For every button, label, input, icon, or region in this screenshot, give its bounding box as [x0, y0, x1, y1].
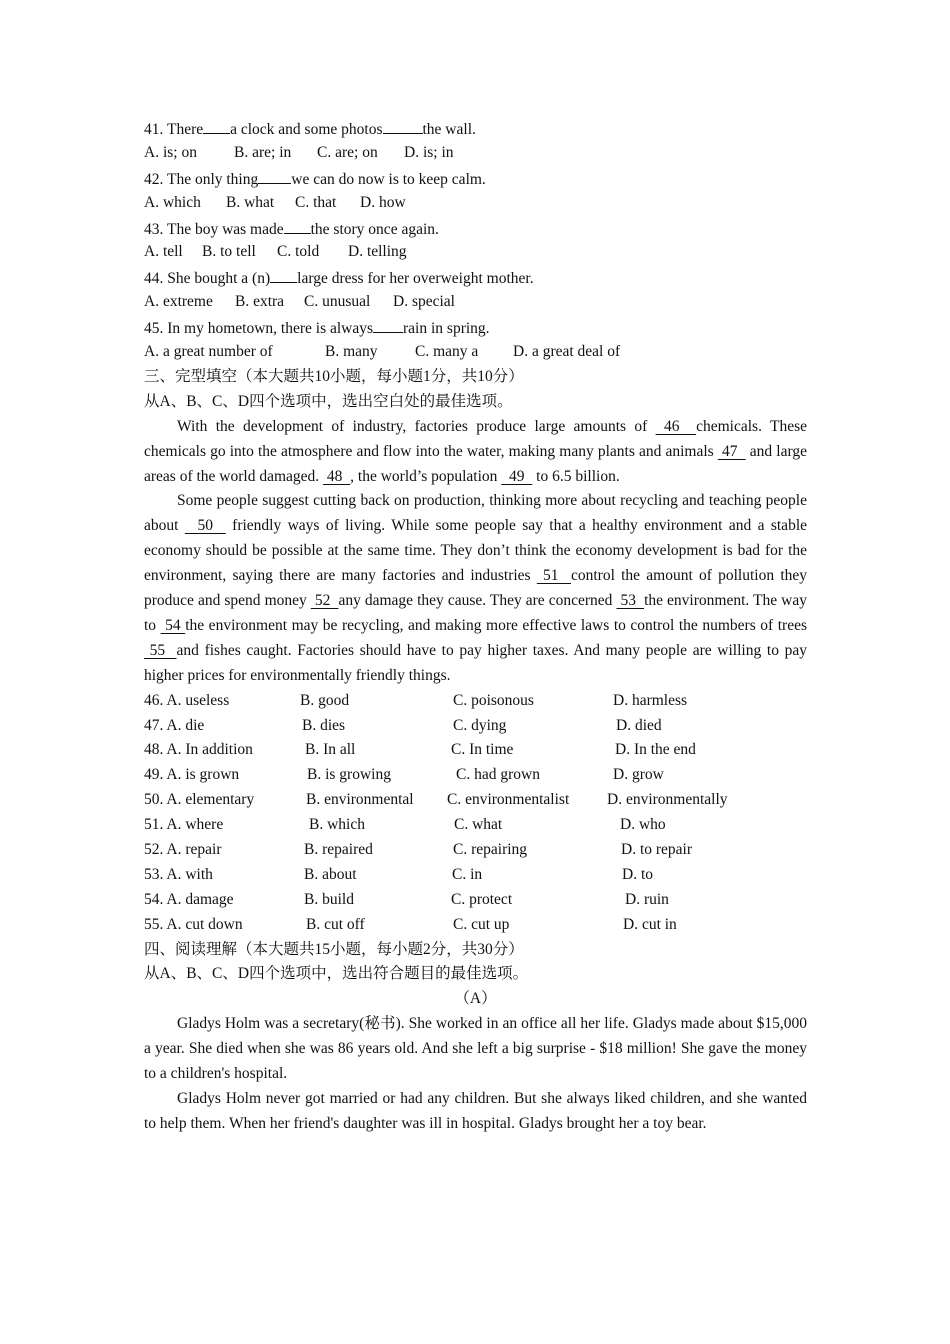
option-d: D. is; in [404, 143, 454, 161]
cloze-options-47 [144, 714, 807, 739]
question-text: 45. In my hometown, there is always [144, 320, 374, 338]
option-a: 54. A. damage [144, 890, 234, 908]
cloze-options-54 [144, 888, 807, 913]
question-text: large dress for her overweight mother. [297, 270, 534, 288]
option-b: B. about [304, 865, 357, 883]
paragraph-text: , the world’s population [350, 467, 502, 485]
option-c: C. In time [451, 741, 514, 759]
cloze-options-52 [144, 838, 807, 863]
cloze-options-49 [144, 763, 807, 788]
options-44 [144, 290, 807, 315]
blank-51: 51 [536, 567, 571, 585]
section-heading-cloze: 三、完型填空（本大题共10小题，每小题1分，共10分） [144, 367, 524, 385]
option-c: C. are; on [317, 143, 378, 161]
cloze-paragraph-1 [144, 415, 807, 490]
option-d: D. cut in [623, 915, 677, 933]
answer-blank [284, 216, 311, 234]
option-b: B. are; in [234, 143, 292, 161]
question-text: the wall. [422, 121, 476, 138]
options-43 [144, 240, 807, 265]
question-44 [144, 265, 807, 290]
option-d: D. ruin [625, 890, 669, 908]
option-b: B. environmental [306, 791, 414, 809]
option-b: B. repaired [304, 841, 373, 858]
section-instruction-reading: 从A、B、C、D四个选项中，选出符合题目的最佳选项。 [144, 965, 529, 983]
answer-blank [383, 116, 423, 134]
question-45 [144, 315, 807, 340]
reading-paragraph-2: Gladys Holm never got married or had any children. But she always liked children, and she wanted to help them. When her friend's daughter was ill in hospital. Gladys brought her a toy bear. [144, 1089, 807, 1132]
option-d: D. died [616, 716, 662, 734]
option-b: B. cut off [306, 915, 365, 933]
paragraph-text: friendly ways of living. While some people say that a healthy environment and a stable economy should be possible at the same time. They don’t think the economy development is bad for the environment, saying there are many factories and industries [144, 517, 808, 585]
option-a: 46. A. useless [144, 691, 230, 709]
exam-page [144, 116, 807, 1137]
option-c: C. that [295, 193, 337, 211]
options-41 [144, 141, 807, 166]
question-text: the story once again. [310, 220, 439, 238]
blank-54: 54 [160, 616, 186, 634]
paragraph-text: Some people suggest cutting back on production, thinking more about recycling and teaching people about [144, 492, 807, 535]
blank-52: 52 [310, 592, 339, 610]
cloze-options-48 [144, 738, 807, 763]
option-a: 55. A. cut down [144, 915, 243, 933]
cloze-options-53 [144, 863, 807, 888]
option-c: C. cut up [453, 915, 510, 933]
question-text: 42. The only thing [144, 170, 259, 188]
blank-53: 53 [616, 592, 645, 610]
option-c: C. many a [415, 343, 479, 361]
question-text: 41. There [144, 121, 204, 138]
answer-blank [373, 315, 403, 333]
option-c: C. what [454, 816, 503, 834]
option-a: 50. A. elementary [144, 791, 255, 809]
question-43 [144, 216, 807, 241]
option-c: C. repairing [453, 841, 528, 858]
passage-label: （A） [454, 990, 497, 1008]
cloze-options-51 [144, 813, 807, 838]
options-45 [144, 340, 807, 365]
section-heading-reading: 四、阅读理解（本大题共15小题，每小题2分，共30分） [144, 940, 524, 958]
option-a: A. tell [144, 243, 183, 261]
option-d: D. to [622, 865, 653, 883]
option-a: A. extreme [144, 293, 213, 311]
section-instruction-cloze: 从A、B、C、D四个选项中，选出空白处的最佳选项。 [144, 392, 513, 410]
paragraph-text: any damage they cause. They are concerned [338, 592, 617, 610]
reading-paragraph-1: Gladys Holm was a secretary(秘书). She worked in an office all her life. Gladys made about $15,000 a year. She died when she was 86 years old. And she left a big surprise - $18 million! She gave the money to a children's hospital. [144, 1015, 807, 1083]
paragraph-text: and large areas of the world damaged. [144, 442, 808, 485]
option-b: B. which [309, 816, 365, 834]
answer-blank [258, 166, 291, 184]
option-c: C. protect [451, 890, 513, 908]
cloze-options-55 [144, 913, 807, 938]
option-b: B. is growing [307, 766, 391, 784]
option-a: 48. A. In addition [144, 741, 253, 759]
option-c: C. had grown [456, 766, 540, 784]
paragraph-text: and fishes caught. Factories should have to pay higher taxes. And many people are willing to pay higher prices for environmentally friendly things. [144, 641, 807, 684]
blank-49: 49 [501, 467, 533, 485]
option-d: D. environmentally [607, 791, 728, 809]
option-a: 53. A. with [144, 865, 213, 883]
option-b: B. extra [235, 293, 285, 311]
cloze-paragraph-2 [144, 489, 807, 688]
option-d: D. special [393, 293, 455, 311]
option-d: D. harmless [613, 691, 688, 709]
paragraph-text: to 6.5 billion. [532, 467, 620, 485]
option-d: D. who [620, 816, 666, 834]
option-b: B. good [300, 691, 350, 709]
question-text: 44. She bought a (n) [144, 270, 271, 288]
question-text: rain in spring. [403, 320, 490, 338]
option-d: D. how [360, 193, 406, 211]
option-c: C. dying [453, 716, 507, 734]
paragraph-text: control the amount of pollution they produce and spend money [144, 567, 808, 610]
option-b: B. build [304, 890, 354, 908]
option-a: 47. A. die [144, 716, 205, 734]
option-d: D. to repair [621, 841, 693, 858]
paragraph-text: With the development of industry, factories produce large amounts of [177, 417, 656, 435]
paragraph-text: the environment may be recycling, and making more effective laws to control the numbers of trees [185, 616, 808, 634]
blank-47: 47 [717, 442, 746, 460]
cloze-options-46 [144, 689, 807, 714]
question-text: 43. The boy was made [144, 220, 284, 238]
option-a: 51. A. where [144, 816, 224, 834]
question-41 [144, 116, 807, 141]
options-42 [144, 191, 807, 216]
cloze-options-50 [144, 788, 807, 813]
option-b: B. what [226, 193, 275, 211]
option-c: C. told [277, 243, 320, 261]
option-d: D. telling [348, 243, 407, 261]
blank-50: 50 [184, 517, 226, 535]
option-a: A. is; on [144, 143, 197, 161]
blank-55: 55 [144, 641, 177, 659]
question-42 [144, 166, 807, 191]
paragraph-text: the environment. The way to [144, 592, 807, 634]
option-c: C. in [452, 865, 483, 883]
option-c: C. unusual [304, 293, 371, 311]
option-c: C. environmentalist [447, 791, 570, 809]
option-b: B. many [325, 343, 378, 361]
option-a: 52. A. repair [144, 841, 222, 858]
option-b: B. dies [302, 716, 346, 734]
answer-blank [203, 116, 230, 134]
option-d: D. a great deal of [513, 343, 621, 361]
question-text: we can do now is to keep calm. [291, 170, 486, 188]
option-a: 49. A. is grown [144, 766, 240, 784]
blank-46: 46 [655, 417, 697, 435]
option-d: D. In the end [615, 741, 696, 759]
question-text: a clock and some photos [230, 121, 383, 138]
option-c: C. poisonous [453, 691, 534, 709]
option-d: D. grow [613, 766, 664, 784]
answer-blank [270, 265, 297, 283]
option-b: B. In all [305, 741, 356, 759]
option-a: A. a great number of [144, 343, 273, 361]
paragraph-text: chemicals. These chemicals go into the atmosphere and flow into the water, making many plants and animals [144, 417, 808, 460]
option-a: A. which [144, 193, 201, 211]
option-b: B. to tell [202, 243, 256, 261]
blank-48: 48 [323, 467, 351, 485]
